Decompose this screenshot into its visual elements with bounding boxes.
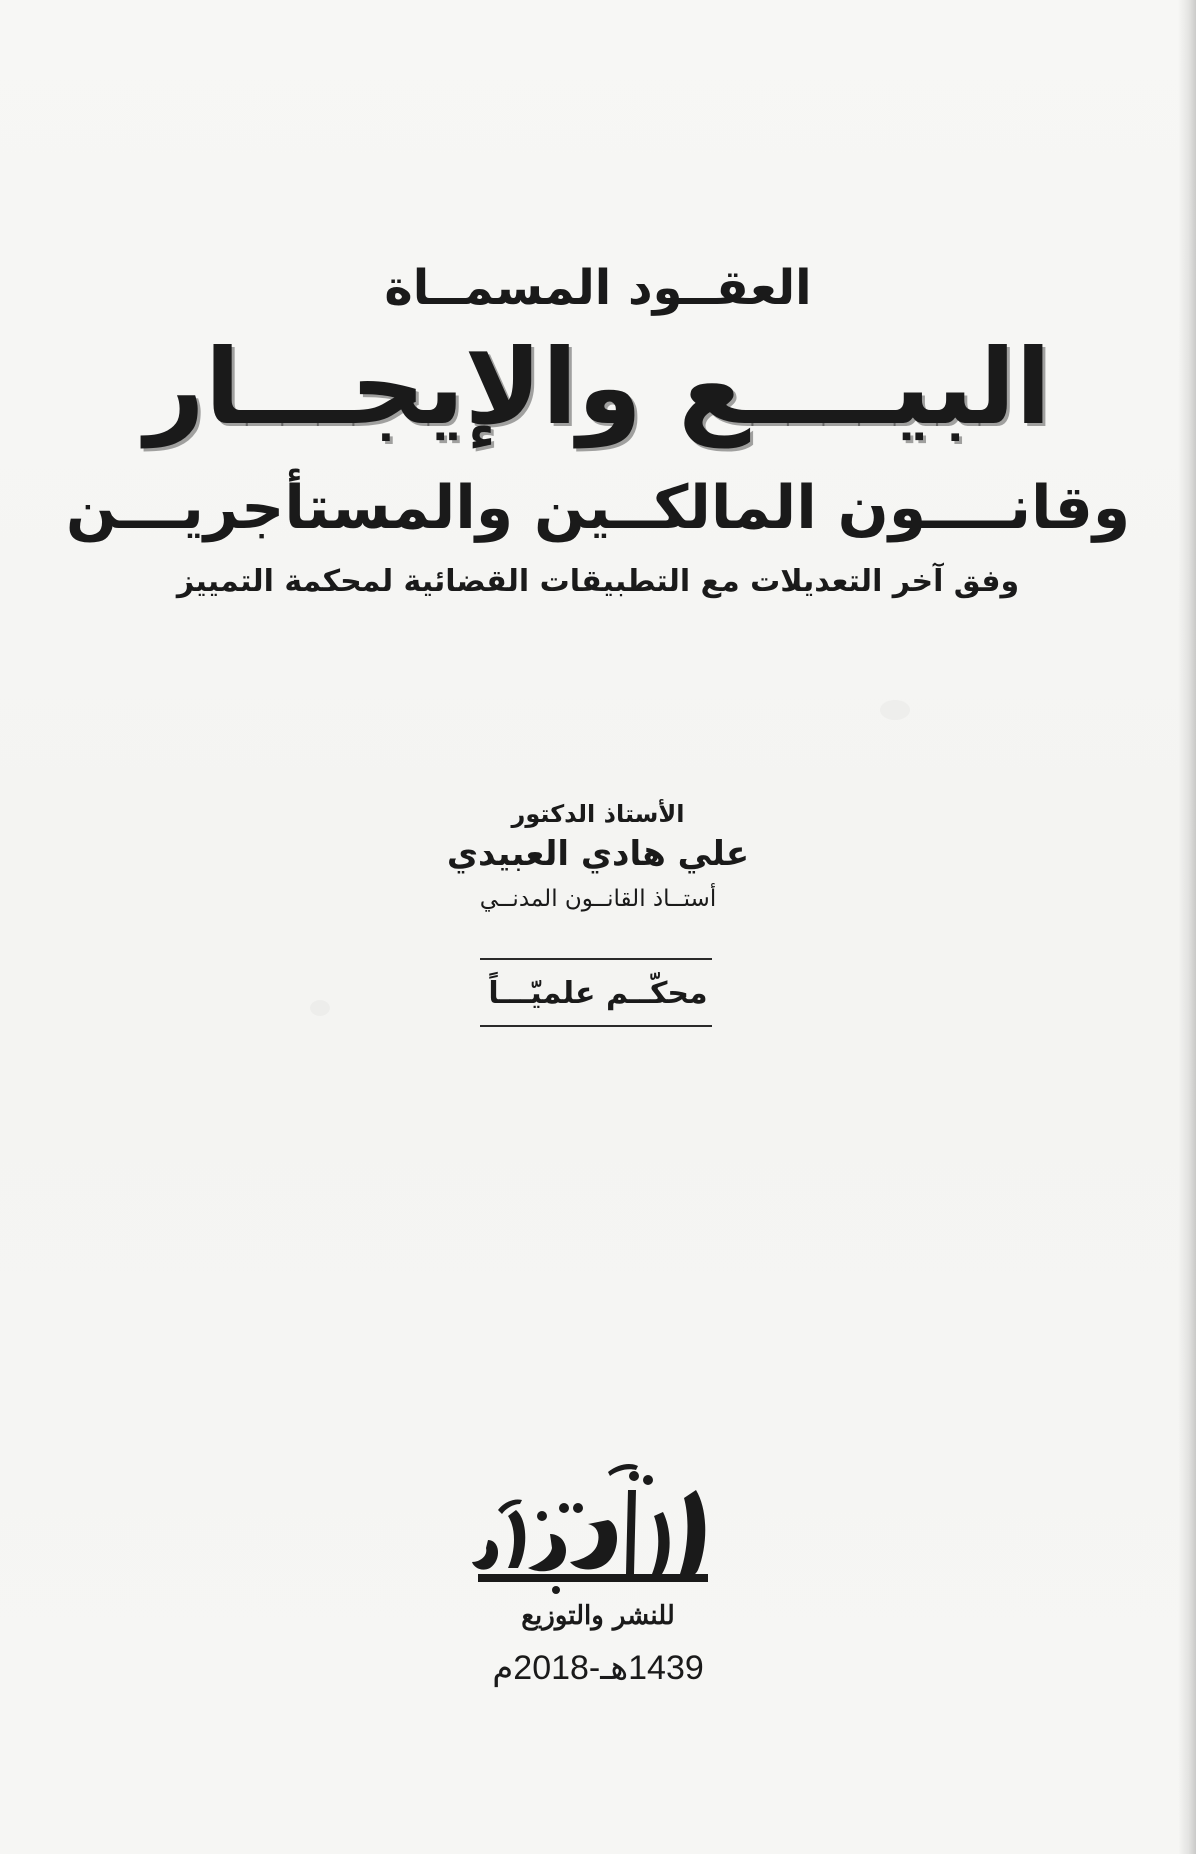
subtitle: وقانــــون المالكــين والمستأجريـــن xyxy=(65,473,1131,543)
publication-year: 1439هـ-2018م xyxy=(492,1649,704,1687)
peer-reviewed-label: محكّــم علميّـــاً xyxy=(488,976,708,1011)
author-name: علي هادي العبيدي xyxy=(446,834,750,874)
divider-bottom xyxy=(480,1025,712,1027)
paper-texture-spot xyxy=(880,700,910,720)
divider-top xyxy=(480,958,712,960)
edition-note: وفق آخر التعديلات مع التطبيقات القضائية لمحكمة التمييز xyxy=(176,564,1020,599)
publisher-logo-calligraphy xyxy=(458,1450,738,1600)
publisher-tagline: للنشر والتوزيع xyxy=(521,1601,675,1631)
author-role: أستــاذ القانــون المدنــي xyxy=(479,886,717,912)
series-title: العقــود المسمــاة xyxy=(384,260,812,316)
main-title: البيــــع والإيجـــار xyxy=(144,326,1052,448)
author-title-prefix: الأستاذ الدكتور xyxy=(511,800,685,828)
publisher-logo xyxy=(458,1450,738,1600)
